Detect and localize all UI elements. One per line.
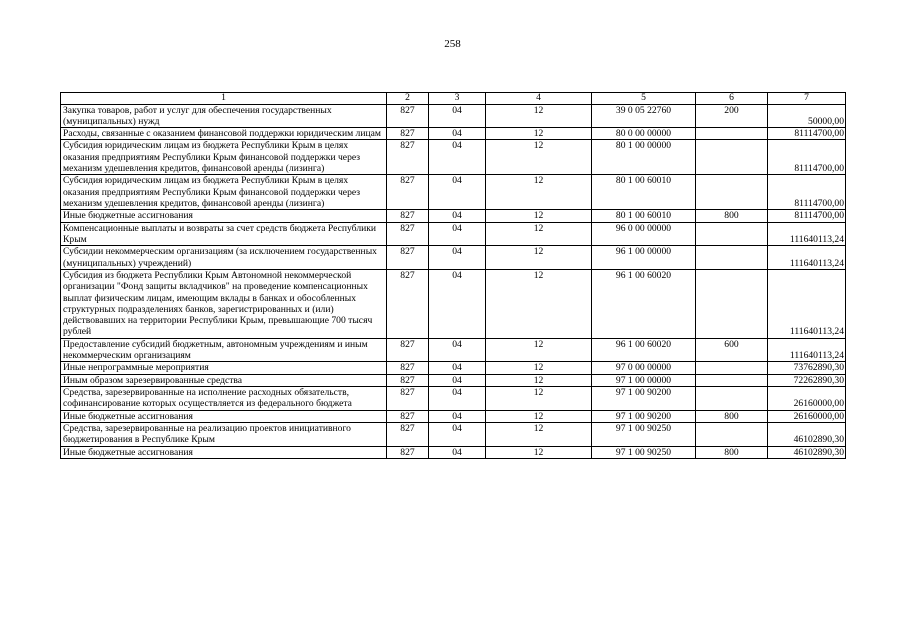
cell-section: 04 (429, 374, 486, 386)
cell-department: 827 (387, 175, 429, 210)
cell-target-article: 97 1 00 90200 (592, 410, 696, 422)
cell-section: 04 (429, 222, 486, 246)
cell-target-article: 39 0 05 22760 (592, 104, 696, 128)
cell-expense-type: 200 (696, 104, 768, 128)
cell-expense-type: 600 (696, 338, 768, 362)
cell-target-article: 80 1 00 00000 (592, 140, 696, 175)
cell-name: Расходы, связанные с оказанием финансовой поддержки юридическим лицам (61, 128, 387, 140)
table-row (61, 246, 846, 270)
cell-name: Иные бюджетные ассигнования (61, 410, 387, 422)
cell-amount: 111640113,24 (768, 246, 846, 270)
cell-target-article: 80 0 00 00000 (592, 128, 696, 140)
cell-section: 04 (429, 446, 486, 458)
cell-name: Субсидия юридическим лицам из бюджета Республики Крым в целях оказания предприятиям Республики Крым финансовой поддержки через механизм удешевления кредитов, финансовой аренды (лизинга) (61, 140, 387, 175)
cell-department: 827 (387, 446, 429, 458)
cell-target-article: 96 1 00 00000 (592, 246, 696, 270)
cell-section: 04 (429, 338, 486, 362)
cell-expense-type: 800 (696, 446, 768, 458)
header-cell: 1 (61, 93, 387, 105)
cell-name: Иные бюджетные ассигнования (61, 210, 387, 222)
cell-target-article: 96 0 00 00000 (592, 222, 696, 246)
cell-name: Иным образом зарезервированные средства (61, 374, 387, 386)
cell-expense-type (696, 422, 768, 446)
cell-target-article: 96 1 00 60020 (592, 269, 696, 338)
cell-name: Предоставление субсидий бюджетным, автономным учреждениям и иным некоммерческим организациям (61, 338, 387, 362)
cell-subsection: 12 (486, 175, 592, 210)
cell-name: Субсидия юридическим лицам из бюджета Республики Крым в целях оказания предприятиям Республики Крым финансовой поддержки через механизм удешевления кредитов, финансовой аренды (лизинга) (61, 175, 387, 210)
cell-subsection: 12 (486, 140, 592, 175)
cell-section: 04 (429, 410, 486, 422)
cell-subsection: 12 (486, 222, 592, 246)
cell-section: 04 (429, 140, 486, 175)
cell-name: Средства, зарезервированные на реализацию проектов инициативного бюджетирования в Республике Крым (61, 422, 387, 446)
cell-amount: 81114700,00 (768, 210, 846, 222)
cell-target-article: 80 1 00 60010 (592, 210, 696, 222)
cell-amount: 111640113,24 (768, 269, 846, 338)
cell-section: 04 (429, 387, 486, 411)
cell-name: Субсидия из бюджета Республики Крым Автономной некоммерческой организации "Фонд защиты вкладчиков" на проведение компенсационных выплат физическим лицам, имеющим вклады в банках и обособленных структурных подразделениях банков, зарегистрированных и (или) действовавших на территории Республики Крым, превышающие 700 тысяч рублей (61, 269, 387, 338)
cell-amount: 81114700,00 (768, 128, 846, 140)
table-row (61, 362, 846, 374)
cell-section: 04 (429, 175, 486, 210)
header-cell: 5 (592, 93, 696, 105)
cell-target-article: 97 1 00 00000 (592, 374, 696, 386)
cell-subsection: 12 (486, 104, 592, 128)
cell-target-article: 80 1 00 60010 (592, 175, 696, 210)
cell-section: 04 (429, 128, 486, 140)
cell-expense-type: 800 (696, 410, 768, 422)
cell-section: 04 (429, 362, 486, 374)
page-number: 258 (444, 38, 461, 50)
cell-section: 04 (429, 104, 486, 128)
budget-table (60, 92, 846, 459)
table-row (61, 338, 846, 362)
cell-target-article: 97 1 00 90250 (592, 422, 696, 446)
cell-expense-type (696, 387, 768, 411)
cell-name: Закупка товаров, работ и услуг для обеспечения государственных (муниципальных) нужд (61, 104, 387, 128)
table-row (61, 422, 846, 446)
cell-amount: 111640113,24 (768, 222, 846, 246)
cell-department: 827 (387, 410, 429, 422)
cell-expense-type (696, 140, 768, 175)
table-header-row (61, 93, 846, 105)
cell-target-article: 97 1 00 90200 (592, 387, 696, 411)
table-row (61, 222, 846, 246)
table-row (61, 387, 846, 411)
cell-expense-type (696, 175, 768, 210)
cell-section: 04 (429, 246, 486, 270)
cell-subsection: 12 (486, 246, 592, 270)
cell-target-article: 97 0 00 00000 (592, 362, 696, 374)
header-cell: 6 (696, 93, 768, 105)
cell-subsection: 12 (486, 338, 592, 362)
cell-subsection: 12 (486, 410, 592, 422)
cell-department: 827 (387, 362, 429, 374)
cell-expense-type (696, 222, 768, 246)
cell-subsection: 12 (486, 269, 592, 338)
table-row (61, 210, 846, 222)
header-cell: 2 (387, 93, 429, 105)
cell-expense-type: 800 (696, 210, 768, 222)
cell-amount: 81114700,00 (768, 175, 846, 210)
cell-target-article: 97 1 00 90250 (592, 446, 696, 458)
cell-department: 827 (387, 422, 429, 446)
cell-target-article: 96 1 00 60020 (592, 338, 696, 362)
cell-subsection: 12 (486, 374, 592, 386)
header-cell: 4 (486, 93, 592, 105)
cell-subsection: 12 (486, 387, 592, 411)
cell-subsection: 12 (486, 210, 592, 222)
cell-subsection: 12 (486, 362, 592, 374)
cell-name: Иные бюджетные ассигнования (61, 446, 387, 458)
cell-amount: 73762890,30 (768, 362, 846, 374)
cell-subsection: 12 (486, 446, 592, 458)
table-row (61, 374, 846, 386)
cell-department: 827 (387, 387, 429, 411)
cell-department: 827 (387, 210, 429, 222)
cell-name: Компенсационные выплаты и возвраты за счет средств бюджета Республики Крым (61, 222, 387, 246)
header-cell: 3 (429, 93, 486, 105)
table-row (61, 128, 846, 140)
cell-expense-type (696, 246, 768, 270)
cell-expense-type (696, 128, 768, 140)
table-row (61, 104, 846, 128)
table-row (61, 410, 846, 422)
cell-amount: 50000,00 (768, 104, 846, 128)
table-row (61, 175, 846, 210)
cell-name: Иные непрограммные мероприятия (61, 362, 387, 374)
cell-amount: 46102890,30 (768, 446, 846, 458)
cell-expense-type (696, 374, 768, 386)
cell-subsection: 12 (486, 128, 592, 140)
cell-name: Субсидии некоммерческим организациям (за исключением государственных (муниципальных) учреждений) (61, 246, 387, 270)
cell-section: 04 (429, 269, 486, 338)
cell-section: 04 (429, 422, 486, 446)
table-row (61, 269, 846, 338)
cell-amount: 26160000,00 (768, 410, 846, 422)
table-row (61, 140, 846, 175)
cell-department: 827 (387, 338, 429, 362)
cell-name: Средства, зарезервированные на исполнение расходных обязательств, софинансирование которых осуществляется из федерального бюджета (61, 387, 387, 411)
cell-amount: 26160000,00 (768, 387, 846, 411)
cell-section: 04 (429, 210, 486, 222)
cell-department: 827 (387, 374, 429, 386)
cell-expense-type (696, 269, 768, 338)
cell-department: 827 (387, 222, 429, 246)
table-row (61, 446, 846, 458)
cell-amount: 72262890,30 (768, 374, 846, 386)
cell-department: 827 (387, 246, 429, 270)
cell-amount: 111640113,24 (768, 338, 846, 362)
cell-department: 827 (387, 128, 429, 140)
cell-amount: 46102890,30 (768, 422, 846, 446)
cell-amount: 81114700,00 (768, 140, 846, 175)
cell-subsection: 12 (486, 422, 592, 446)
cell-department: 827 (387, 269, 429, 338)
cell-department: 827 (387, 104, 429, 128)
cell-expense-type (696, 362, 768, 374)
cell-department: 827 (387, 140, 429, 175)
header-cell: 7 (768, 93, 846, 105)
